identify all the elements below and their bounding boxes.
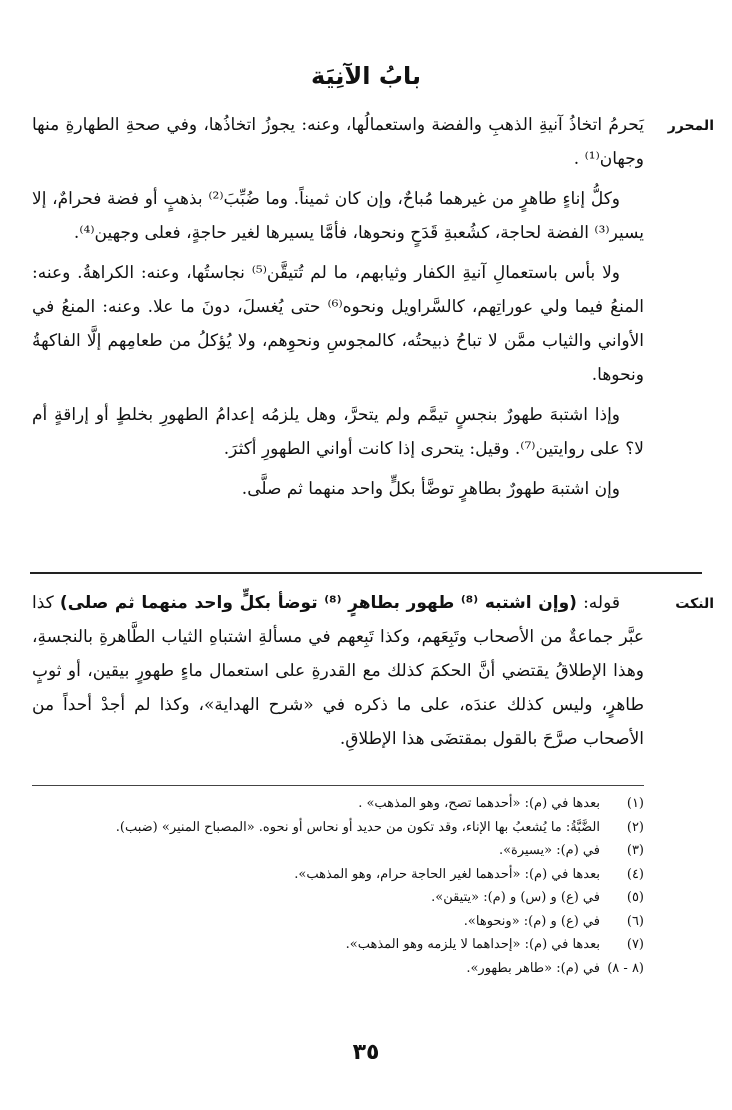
nukat-quote: (وإن اشتبه ⁽⁸⁾ طهور بطاهرٍ ⁽⁸⁾ توضأ بكلٍّ واحد منهما ثم صلى)	[59, 593, 577, 613]
footnote	[32, 816, 644, 840]
footnote	[32, 863, 644, 887]
footnote-number: (٧)	[626, 937, 644, 952]
footnote-number: (٣)	[626, 843, 644, 858]
footnote-text: في (ع) و (س) و (م): «يتيقن».	[431, 890, 600, 905]
footnote	[32, 839, 644, 863]
main-paragraph-3: ولا بأس باستعمالِ آنيةِ الكفار وثيابهم، ما لم تُتيقَّن⁽⁵⁾ نجاستُها، وعنه: الكراهةُ. وعنه: المنعُ فيما ولي عوراتِهم، كالسَّراويل ونحوه⁽⁶⁾ حتى يُغسلَ، دونَ ما علا. وعنه: المنعُ في الأواني والثياب ممَّن لا تباحُ ذبيحتُه، كالمجوسِ ونحوِهم، ولا يُؤكلُ من طعامِهم إلَّا الفاكهةُ ونحوها.	[32, 263, 645, 385]
footnote-text: الضَّبَّةُ: ما يُشعبُ بها الإناء، وقد تكون من حديد أو نحاس أو نحوه. «المصباح المنير» (ضبب).	[115, 819, 600, 835]
main-paragraph-4: وإذا اشتبهَ طهورٌ بنجسٍ تيمَّم ولم يتحرَّ، وهل يلزمُه إعدامُ الطهورِ بخلطٍ أو إراقةٍ أم لا؟ على روايتين⁽⁷⁾. وقيل: يتحرى إذا كانت أواني الطهورِ أكثرَ.	[32, 405, 644, 459]
footnote-text: بعدها في (م): «أحدهما تصح، وهو المذهب» .	[358, 796, 600, 811]
footnote-text: في (ع) و (م): «ونحوها».	[463, 913, 600, 929]
footnote-text: في (م): «طاهر بطهور».	[466, 960, 600, 976]
main-text	[32, 108, 644, 512]
footnote-divider	[32, 785, 644, 786]
nukat-text	[32, 586, 644, 756]
main-paragraph-2: وكلُّ إناءٍ طاهرٍ من غيرهما مُباحٌ، وإن كان ثميناً. وما ضُبِّبَ⁽²⁾ بذهبٍ أو فضة فحرامٌ، إلا يسير⁽³⁾ الفضة لحاجة، كشُعبةِ قَدَحٍ ونحوها، فأمَّا يسيرها لغير حاجةٍ، فعلى وجهين⁽⁴⁾.	[32, 189, 644, 243]
footnote-number: (٥)	[626, 890, 644, 905]
footnotes	[32, 792, 644, 980]
label-muharrar: المحرر	[667, 118, 714, 134]
footnote	[32, 886, 644, 910]
main-paragraph-5: وإن اشتبهَ طهورٌ بطاهرٍ توضَّأ بكلٍّ واحد منهما ثم صلَّى.	[241, 479, 620, 499]
nukat-lead: قوله:	[583, 593, 621, 613]
section-divider	[30, 572, 702, 574]
footnote	[32, 933, 644, 957]
footnote-text: في (م): «يسيرة».	[498, 843, 600, 858]
footnote-number: (١)	[626, 796, 644, 811]
footnote-text: بعدها في (م): «أحدهما لغير الحاجة حرام، وهو المذهب».	[294, 866, 600, 882]
footnote-number: (٦)	[626, 913, 644, 929]
nukat-paragraph	[32, 586, 644, 756]
chapter-title: بابُ الآنِيَة	[311, 62, 421, 90]
footnote	[32, 910, 644, 934]
footnote	[32, 792, 644, 816]
footnote-number: (٨ - ٨)	[607, 960, 644, 976]
main-paragraph-1: يَحرمُ اتخاذُ آنيةِ الذهبِ والفضة واستعمالُها، وعنه: يجوزُ اتخاذُها، وفي صحةِ الطهارةِ منها وجهان⁽¹⁾ .	[32, 115, 644, 169]
footnote-text: بعدها في (م): «إحداهما لا يلزمه وهو المذهب».	[345, 937, 600, 952]
footnote-number: (٢)	[626, 819, 644, 835]
footnote	[32, 957, 644, 981]
footnote-number: (٤)	[626, 866, 644, 882]
label-nukat: النكت	[675, 596, 714, 612]
page-number: ٣٥	[352, 1040, 380, 1065]
nukat-body: كذا عبَّر جماعةٌ من الأصحاب وتَبِعَهم، وكذا تَبِعهم في مسألةِ اشتباهِ الثياب الطَّاهرةِ بالنجسةِ، وهذا الإطلاقُ يقتضي أنَّ الحكمَ كذلك مع القدرةِ على استعمال ماءٍ طهورٍ بيقين، أو ثوبٍ طاهرٍ، وليس كذلك عندَه، على ما ذكره في «شرح الهداية»، وكذا لم أجدْ أحداً من الأصحاب صرَّحَ بالقول بمقتضَى هذا الإطلاقِ.	[32, 593, 644, 749]
